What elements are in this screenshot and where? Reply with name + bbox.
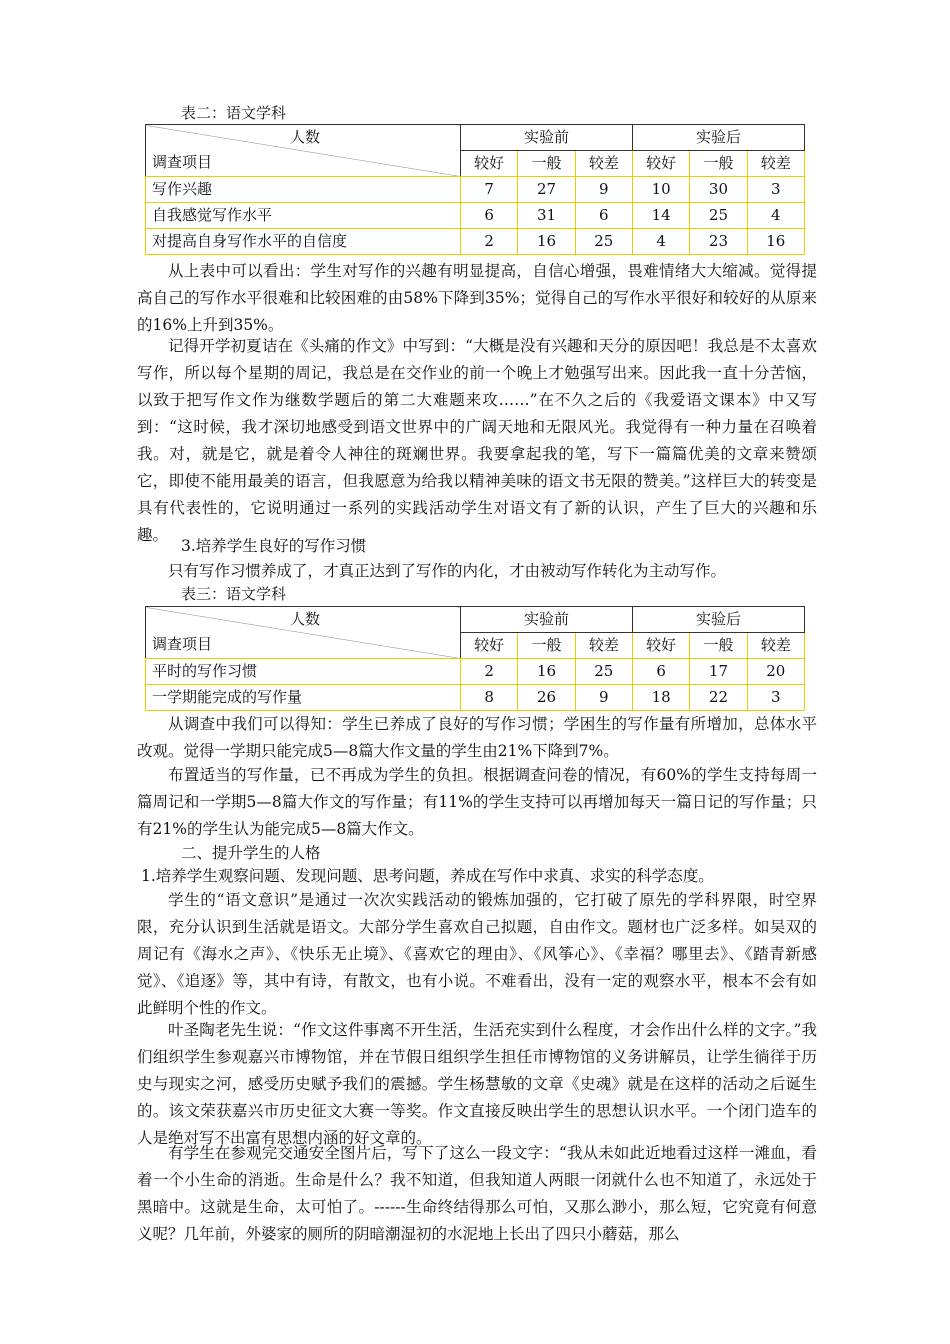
table3-sub-header: 一般 (690, 633, 747, 659)
cell: 16 (518, 659, 575, 685)
paragraph-5: 布置适当的写作量，已不再成为学生的负担。根据调查问卷的情况，有60%的学生支持每周一篇周记和一学期5—8篇大作文的写作量；有11%的学生支持可以再增加每天一篇日记的写作量；只有21%的学生认为能完成5—8篇大作文。 (137, 766, 817, 838)
cell: 20 (747, 659, 804, 685)
cell: 22 (690, 685, 747, 711)
cell: 16 (518, 229, 575, 255)
subsection-heading: 1.培养学生观察问题、发现问题、思考问题，养成在写作中求真、求实的科学态度。 (141, 867, 714, 885)
table3-head-item: 调查项目 (152, 635, 213, 653)
row-label: 对提高自身写作水平的自信度 (146, 229, 461, 255)
cell: 4 (632, 229, 689, 255)
row-label: 写作兴趣 (146, 177, 461, 203)
table-row (146, 203, 805, 229)
cell: 3 (747, 685, 804, 711)
cell: 25 (575, 659, 632, 685)
table3-sub-header: 较差 (747, 633, 804, 659)
table2-sub-header: 一般 (690, 151, 747, 177)
heading-3: 3.培养学生良好的写作习惯 (181, 537, 367, 555)
table3-sub-header: 较好 (461, 633, 518, 659)
table2-sub-header: 较差 (575, 151, 632, 177)
cell: 6 (632, 659, 689, 685)
table2-sub-header: 较差 (747, 151, 804, 177)
row-label: 平时的写作习惯 (146, 659, 461, 685)
table2-sub-header: 一般 (518, 151, 575, 177)
paragraph-7: 叶圣陶老先生说：“作文这件事离不开生活，生活充实到什么程度，才会作出什么样的文字。”我们组织学生参观嘉兴市博物馆，并在节假日组织学生担任市博物馆的义务讲解员，让学生徜徉于历史与现实之河，感受历史赋予我们的震撼。学生杨慧敏的文章《史魂》就是在这样的活动之后诞生的。该文荣获嘉兴市历史征文大赛一等奖。作文直接反映出学生的思想认识水平。一个闭门造车的人是绝对写不出富有思想内涵的好文章的。 (137, 1021, 817, 1147)
table-row (146, 659, 805, 685)
cell: 14 (632, 203, 689, 229)
table3-head-people: 人数 (289, 610, 320, 628)
cell: 17 (690, 659, 747, 685)
table3-sub-header: 较差 (575, 633, 632, 659)
table3-caption: 表三：语文学科 (181, 585, 287, 603)
table-row (146, 685, 805, 711)
table2-caption: 表二：语文学科 (181, 104, 287, 122)
table2-group-after: 实验后 (632, 125, 804, 151)
cell: 27 (518, 177, 575, 203)
table3-group-before: 实验前 (461, 607, 633, 633)
cell: 10 (632, 177, 689, 203)
cell: 25 (575, 229, 632, 255)
table2-head-item: 调查项目 (152, 153, 213, 171)
paragraph-3: 只有写作习惯养成了，才真正达到了写作的内化，才由被动写作转化为主动写作。 (168, 562, 727, 580)
cell: 25 (690, 203, 747, 229)
cell: 9 (575, 177, 632, 203)
cell: 7 (461, 177, 518, 203)
paragraph-2: 记得开学初夏诘在《头痛的作文》中写到：“大概是没有兴趣和天分的原因吧！我总是不太喜欢写作，所以每个星期的周记，我总是在交作业的前一个晚上才勉强写出来。因此我一直十分苦恼，以致于把写作文作为继数学题后的第二大难题来攻……”在不久之后的《我爱语文课本》中又写到：“这时候，我才深切地感受到语文世界中的广阔天地和无限风光。我觉得有一种力量在召唤着我。对，就是它，就是着令人神往的斑斓世界。我要拿起我的笔，写下一篇篇优美的文章来赞颂它，即使不能用最美的语言，但我愿意为给我以精神美味的语文书无限的赞美。”这样巨大的转变是具有代表性的，它说明通过一系列的实践活动学生对语文有了新的认识，产生了巨大的兴趣和乐趣。 (137, 337, 817, 544)
cell: 18 (632, 685, 689, 711)
cell: 6 (461, 203, 518, 229)
row-label: 一学期能完成的写作量 (146, 685, 461, 711)
paragraph-6: 学生的“语文意识”是通过一次次实践活动的锻炼加强的，它打破了原先的学科界限，时空界限，充分认识到生活就是语文。大部分学生喜欢自己拟题，自由作文。题材也广泛多样。如吴双的周记有《海水之声》、《快乐无止境》、《喜欢它的理由》、《风筝心》、《幸福？哪里去》、《踏青新感觉》、《追逐》等，其中有诗，有散文，也有小说。不难看出，没有一定的观察水平，根本不会有如此鲜明个性的作文。 (137, 891, 817, 1017)
paragraph-1: 从上表中可以看出：学生对写作的兴趣有明显提高，自信心增强，畏难情绪大大缩减。觉得提高自己的写作水平很难和比较困难的由58%下降到35%；觉得自己的写作水平很好和较好的从原来的16%上升到35%。 (137, 262, 817, 334)
table2-sub-header: 较好 (632, 151, 689, 177)
table-row (146, 177, 805, 203)
cell: 26 (518, 685, 575, 711)
row-label: 自我感觉写作水平 (146, 203, 461, 229)
cell: 16 (747, 229, 804, 255)
cell: 9 (575, 685, 632, 711)
table2-header-row (146, 125, 805, 151)
cell: 31 (518, 203, 575, 229)
table3-sub-header: 较好 (632, 633, 689, 659)
cell: 4 (747, 203, 804, 229)
cell: 6 (575, 203, 632, 229)
cell: 3 (747, 177, 804, 203)
table3-diagonal-header (146, 607, 461, 659)
cell: 2 (461, 659, 518, 685)
cell: 2 (461, 229, 518, 255)
paragraph-4: 从调查中我们可以得知：学生已养成了良好的写作习惯；学困生的写作量有所增加，总体水平改观。觉得一学期只能完成5—8篇大作文量的学生由21%下降到7%。 (137, 715, 817, 760)
table2-diagonal-header (146, 125, 461, 177)
table3-group-after: 实验后 (632, 607, 804, 633)
cell: 30 (690, 177, 747, 203)
cell: 8 (461, 685, 518, 711)
section-heading: 二、提升学生的人格 (181, 844, 321, 862)
table2-head-people: 人数 (289, 128, 320, 146)
table-row (146, 229, 805, 255)
table3-header-row (146, 607, 805, 633)
cell: 23 (690, 229, 747, 255)
table2 (145, 124, 805, 255)
table3 (145, 606, 805, 711)
table2-sub-header: 较好 (461, 151, 518, 177)
paragraph-8: 有学生在参观完交通安全图片后，写下了这么一段文字：“我从未如此近地看过这样一滩血，看着一个小生命的消逝。生命是什么？我不知道，但我知道人两眼一闭就什么也不知道了，永远处于黑暗中。这就是生命，太可怕了。------生命终结得那么可怕，又那么渺小，那么短，它究竟有何意义呢？几年前，外婆家的厕所的阴暗潮湿初的水泥地上长出了四只小蘑菇，那么 (137, 1144, 817, 1243)
table3-sub-header: 一般 (518, 633, 575, 659)
table2-group-before: 实验前 (461, 125, 633, 151)
